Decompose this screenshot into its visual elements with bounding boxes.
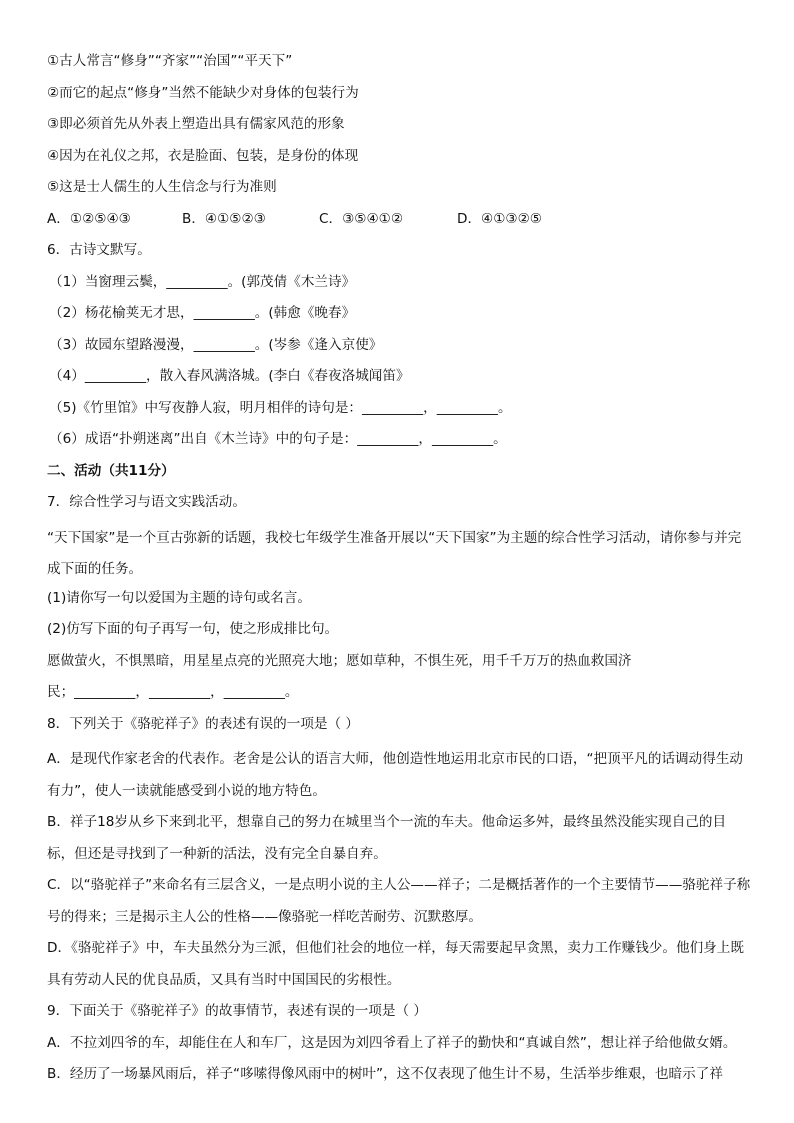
- question-title: 7．综合性学习与语文实践活动。: [47, 494, 246, 510]
- option-b[interactable]: B．祥子18岁从乡下来到北平，想靠自己的努力在城里当个一流的车夫。他命运多舛，最终虽然没能实现自己的目标，但还是寻找到了一种新的活法，没有完全自暴自弃。: [47, 814, 727, 862]
- option-a[interactable]: A．是现代作家老舍的代表作。老舍是公认的语言大师，他创造性地运用北京市民的口语，“把顶平凡的话调动得生动有力”，使人一读就能感受到小说的地方特色。: [47, 751, 744, 799]
- fill-blank-item: （2）杨花榆荚无才思，_________。(韩愈《晚春》: [49, 305, 356, 321]
- question-8: [47, 713, 752, 997]
- question-title: 9．下面关于《骆驼祥子》的故事情节，表述有误的一项是（ ）: [47, 1003, 427, 1019]
- sentence-item: ②而它的起点“修身”当然不能缺少对身体的包装行为: [47, 84, 359, 101]
- question-title: 8．下列关于《骆驼祥子》的表述有误的一项是（ ）: [47, 715, 360, 732]
- fill-blank-item: （1）当窗理云鬓，_________。(郭茂倩《木兰诗》: [49, 273, 356, 290]
- option-c[interactable]: C．以“骆驼祥子”来命名有三层含义，一是点明小说的主人公——祥子；二是概括著作的一个主要情节——骆驼祥子称号的得来；三是揭示主人公的性格——像骆驼一样吃苦耐劳、沉默憨厚。: [47, 877, 751, 925]
- question-intro: “天下国家”是一个亘古弥新的话题，我校七年级学生准备开展以“天下国家”为主题的综合性学习活动，请你参与并完成下面的任务。: [47, 529, 742, 577]
- question-7: [47, 491, 752, 703]
- section-heading: 二、活动（共11分）: [47, 462, 175, 479]
- imitation-blank-line: 民；_________，_________，_________。: [47, 684, 299, 700]
- fill-blank-item: （3）故园东望路漫漫，_________。(岑参《逢入京使》: [49, 336, 383, 353]
- sentence-item: ⑤这是士人儒生的人生信念与行为准则: [47, 179, 277, 195]
- fill-blank-item: （5)《竹里馆》中写夜静人寂，明月相伴的诗句是：_________，_________。: [49, 399, 512, 416]
- sentence-item: ④因为在礼仪之邦，衣是脸面、包装，是身份的体现: [47, 147, 359, 164]
- question-title: 6．古诗文默写。: [47, 242, 151, 258]
- option-d[interactable]: D．④①③②⑤: [457, 210, 542, 227]
- option-a[interactable]: A．不拉刘四爷的车，却能住在人和车厂，这是因为刘四爷看上了祥子的勤快和“真诚自然”，想让祥子给他做女婿。: [47, 1034, 737, 1051]
- question-6: [47, 239, 752, 450]
- task-item: (2)仿写下面的句子再写一句，使之形成排比句。: [47, 621, 339, 637]
- fill-blank-item: （6）成语“扑朔迷离”出自《木兰诗》中的句子是：_________，_________。: [49, 431, 507, 447]
- question-5-sentences: [47, 50, 752, 230]
- question-5-options: [47, 208, 752, 230]
- fill-blank-item: （4）_________，散入春风满洛城。(李白《春夜洛城闻笛》: [49, 368, 410, 384]
- question-9: [47, 996, 752, 1091]
- task-item: (1)请你写一句以爱国为主题的诗句或名言。: [47, 589, 311, 606]
- option-b[interactable]: B．④①⑤②③: [182, 210, 266, 227]
- option-a[interactable]: A．①②⑤④③: [47, 210, 131, 227]
- option-d[interactable]: D．《骆驼祥子》中，车夫虽然分为三派，但他们社会的地位一样，每天需要起早贪黑，卖力工作赚钱少。他们身上既具有劳动人民的优良品质，又具有当时中国国民的劣根性。: [47, 940, 744, 988]
- exam-page: [47, 50, 752, 1091]
- option-b[interactable]: B．经历了一场暴风雨后，祥子“哆嗦得像风雨中的树叶”，这不仅表现了他生计不易，生活举步维艰，也暗示了祥: [47, 1066, 723, 1082]
- sentence-item: ③即必须首先从外表上塑造出具有儒家风范的形象: [47, 116, 345, 132]
- example-sentence: 愿做萤火，不惧黑暗，用星星点亮的光照亮大地；愿如草种，不惧生死，用千千万万的热血救国济: [47, 652, 632, 669]
- option-c[interactable]: C．③⑤④①②: [319, 210, 404, 227]
- sentence-item: ①古人常言“修身”“齐家”“治国”“平天下”: [47, 53, 293, 69]
